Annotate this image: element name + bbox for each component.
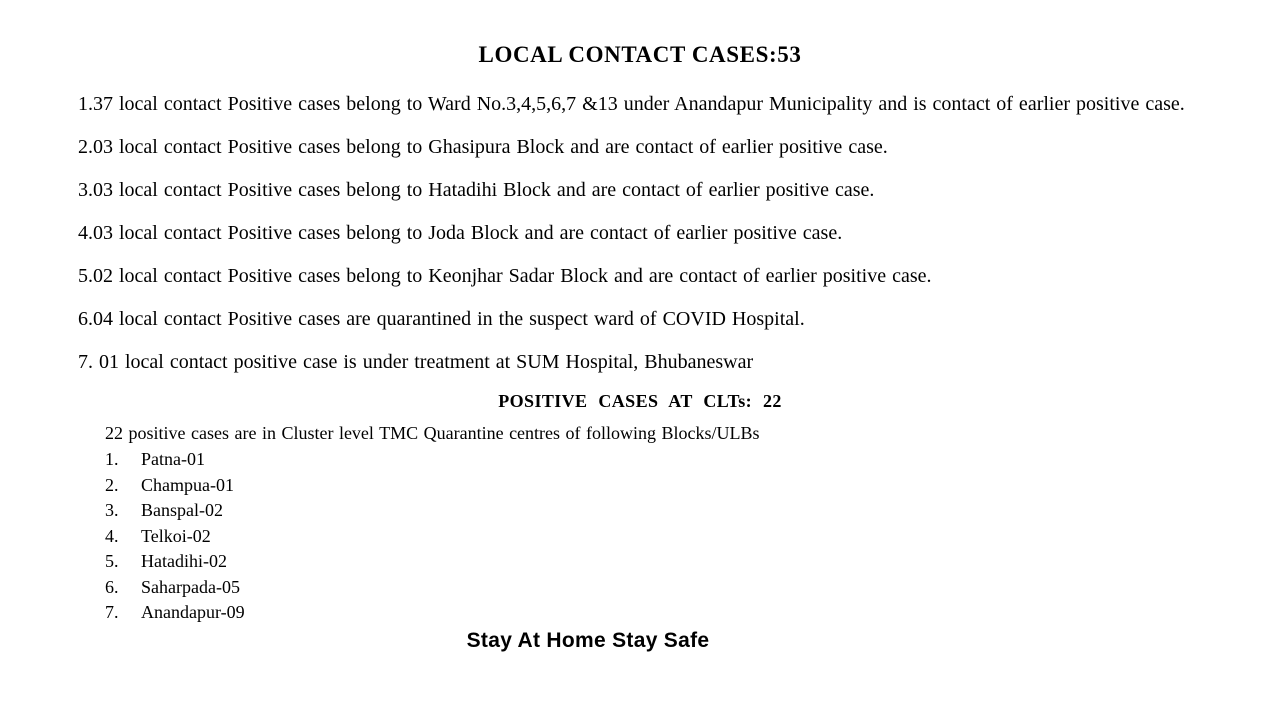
list-number: 5. (105, 551, 119, 571)
list-text: Hatadihi-02 (141, 551, 227, 571)
list-item (105, 447, 1280, 473)
list-text: Anandapur-09 (141, 602, 245, 622)
list-text: 03 local contact Positive cases belong to Joda Block and are contact of earlier positive case. (93, 222, 843, 244)
list-text: Saharpada-05 (141, 576, 240, 597)
list-text: Champua-01 (141, 474, 234, 495)
clt-section-heading: POSITIVE CASES AT CLTs: 22 (498, 391, 782, 411)
list-number: 6. (105, 576, 119, 597)
list-item (105, 473, 1280, 499)
list-item (105, 575, 1280, 601)
list-text: Banspal-02 (141, 500, 223, 520)
list-number: 6. (78, 308, 93, 330)
list-number: 2. (78, 136, 93, 158)
list-text: Patna-01 (141, 449, 205, 469)
list-item (105, 549, 1280, 575)
list-text: 04 local contact Positive cases are quarantined in the suspect ward of COVID Hospital. (93, 308, 805, 330)
page-title: LOCAL CONTACT CASES:53 (478, 42, 802, 67)
list-item (78, 348, 1202, 376)
list-text: 03 local contact Positive cases belong to Hatadihi Block and are contact of earlier positive case. (93, 179, 875, 201)
list-text: 03 local contact Positive cases belong to Ghasipura Block and are contact of earlier positive case. (93, 136, 888, 158)
list-number: 2. (105, 474, 119, 495)
list-item (78, 133, 1202, 161)
list-number: 7. (78, 351, 93, 373)
list-item (78, 262, 1202, 290)
list-item (105, 524, 1280, 550)
list-item (78, 305, 1202, 333)
list-number: 4. (78, 222, 93, 244)
list-text: 02 local contact Positive cases belong to Keonjhar Sadar Block and are contact of earlier positive case. (93, 265, 932, 287)
list-item (78, 176, 1202, 204)
list-number: 1. (105, 449, 119, 469)
list-text: 01 local contact positive case is under treatment at SUM Hospital, Bhubaneswar (93, 351, 754, 373)
list-text: Telkoi-02 (141, 525, 211, 546)
report-page (0, 42, 1280, 720)
list-number: 5. (78, 265, 93, 287)
list-number: 4. (105, 525, 119, 546)
footer-slogan: Stay At Home Stay Safe (466, 628, 710, 652)
clt-intro-text: 22 positive cases are in Cluster level TMC Quarantine centres of following Blocks/ULBs (105, 423, 760, 443)
local-contact-list (78, 90, 1202, 376)
list-item (105, 600, 1280, 626)
list-number: 3. (78, 179, 93, 201)
list-item (78, 90, 1202, 118)
list-item (78, 219, 1202, 247)
list-number: 3. (105, 500, 119, 520)
clt-list (105, 447, 1280, 626)
list-item (105, 498, 1280, 524)
list-number: 7. (105, 602, 119, 622)
list-text: 37 local contact Positive cases belong to Ward No.3,4,5,6,7 &13 under Anandapur Municipality and is contact of earlier positive case. (93, 93, 1185, 115)
list-number: 1. (78, 93, 93, 115)
